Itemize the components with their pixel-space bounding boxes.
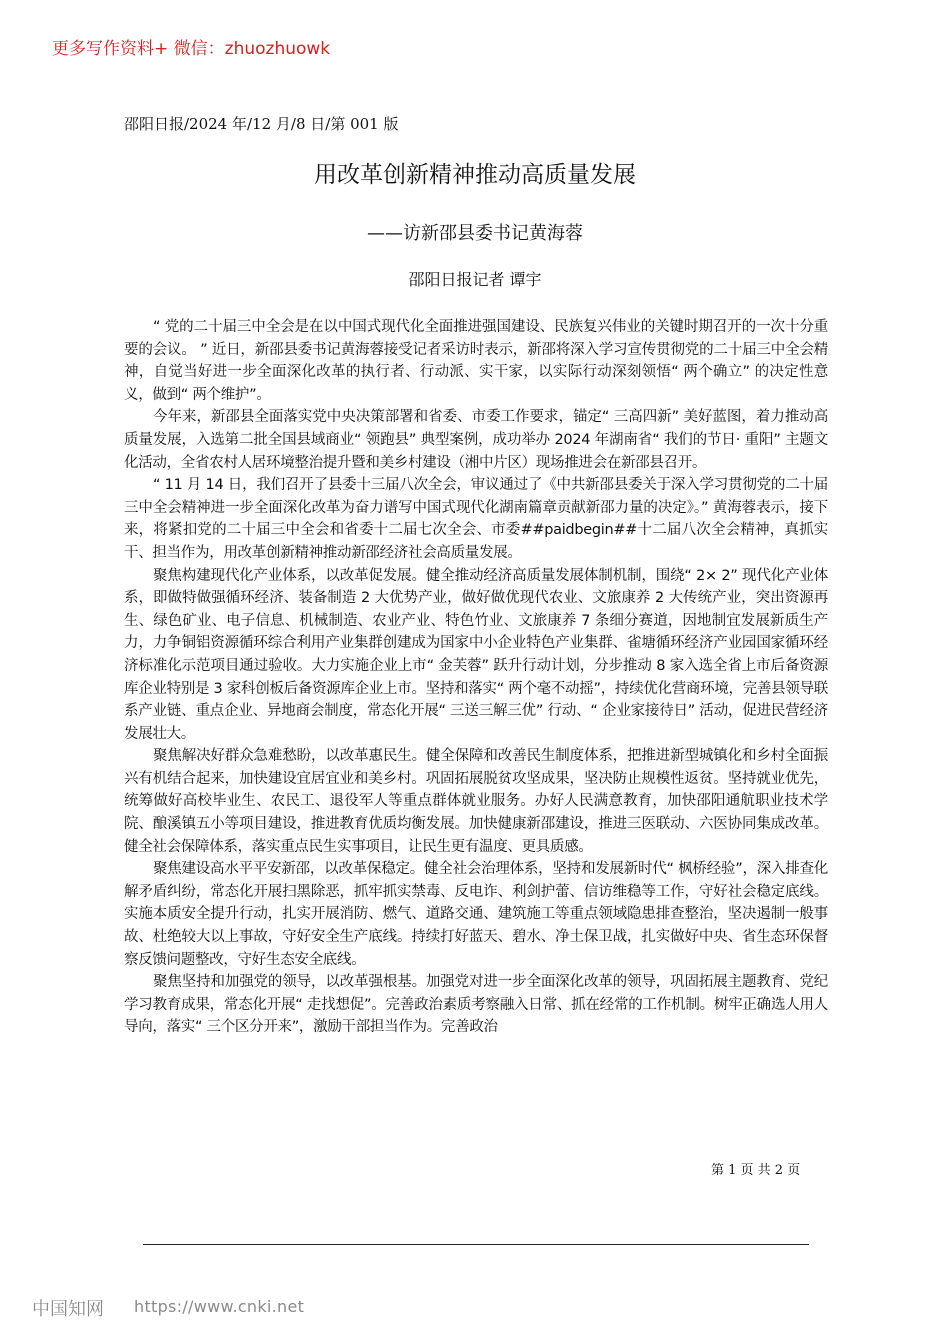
article-subtitle: ——访新邵县委书记黄海蓉 bbox=[367, 223, 583, 244]
paragraph: “ 党的二十届三中全会是在以中国式现代化全面推进强国建设、民族复兴伟业的关键时期召开的一次十分重要的会议。 ” 近日，新邵县委书记黄海蓉接受记者采访时表示，新邵将深入学习宣传贯彻党的二十届三中全会精神，自觉当好进一步全面深化改革的执行者、行动派、实干家，以实际行动深刻领悟“ 两个确立” 的决定性意义，做到“ 两个维护”。 bbox=[124, 319, 828, 403]
promo-banner[interactable]: 更多写作资料+ 微信：zhuozhuowk bbox=[52, 39, 331, 59]
byline: 邵阳日报记者 谭宇 bbox=[408, 270, 542, 289]
page-number: 第 1 页 共 2 页 bbox=[711, 1163, 801, 1178]
cnki-logo[interactable]: 中国知网 bbox=[32, 1299, 104, 1320]
paragraph: “ 11 月 14 日，我们召开了县委十三届八次全会，审议通过了《中共新邵县委关于深入学习贯彻党的二十届三中全会精神进一步全面深化改革为奋力谱写中国式现代化湖南篇章贡献新邵力量的决定》。” 黄海蓉表示，接下来，将紧扣党的二十届三中全会和省委十二届七次全会、市委##paidbegin##十二届八次全会精神，真抓实干、担当作为，用改革创新精神推动新邵经济社会高质量发展。 bbox=[124, 477, 828, 561]
paragraph: 聚焦解决好群众急难愁盼，以改革惠民生。健全保障和改善民生制度体系，把推进新型城镇化和乡村全面振兴有机结合起来，加快建设宜居宜业和美乡村。巩固拓展脱贫攻坚成果，坚决防止规模性返贫。坚持就业优先，统筹做好高校毕业生、农民工、退役军人等重点群体就业服务。办好人民满意教育，加快邵阳通航职业技术学院、酿溪镇五小等项目建设，推进教育优质均衡发展。加快健康新邵建设，推进三医联动、六医协同集成改革。健全社会保障体系，落实重点民生实事项目，让民生更有温度、更具质感。 bbox=[124, 748, 828, 855]
footer-divider bbox=[143, 1244, 809, 1245]
cnki-url[interactable]: https://www.cnki.net bbox=[134, 1297, 305, 1316]
source-line: 邵阳日报/2024 年/12 月/8 日/第 001 版 bbox=[124, 115, 399, 133]
article-body bbox=[124, 316, 828, 1039]
paragraph: 聚焦坚持和加强党的领导，以改革强根基。加强党对进一步全面深化改革的领导，巩固拓展主题教育、党纪学习教育成果，常态化开展“ 走找想促”。完善政治素质考察融入日常、抓在经常的工作机制。树牢正确选人用人导向，落实“ 三个区分开来”，激励干部担当作为。完善政治 bbox=[124, 974, 828, 1036]
paragraph: 聚焦建设高水平平安新邵，以改革保稳定。健全社会治理体系，坚持和发展新时代“ 枫桥经验”，深入排查化解矛盾纠纷，常态化开展扫黑除恶，抓牢抓实禁毒、反电诈、利剑护蕾、信访维稳等工作，守好社会稳定底线。实施本质安全提升行动，扎实开展消防、燃气、道路交通、建筑施工等重点领域隐患排查整治，坚决遏制一般事故、杜绝较大以上事故，守好安全生产底线。持续打好蓝天、碧水、净土保卫战，扎实做好中央、省生态环保督察反馈问题整改，守好生态安全底线。 bbox=[124, 861, 828, 968]
article-title: 用改革创新精神推动高质量发展 bbox=[314, 162, 636, 188]
paragraph: 今年来，新邵县全面落实党中央决策部署和省委、市委工作要求，锚定“ 三高四新” 美好蓝图，着力推动高质量发展，入选第二批全国县域商业“ 领跑县” 典型案例，成功举办 2024 年湖南省“ 我们的节日· 重阳” 主题文化活动，全省农村人居环境整治提升暨和美乡村建设（湘中片区）现场推进会在新邵县召开。 bbox=[124, 409, 828, 471]
paragraph: 聚焦构建现代化产业体系，以改革促发展。健全推动经济高质量发展体制机制，围绕“ 2× 2” 现代化产业体系，即做特做强循环经济、装备制造 2 大优势产业，做好做优现代农业、文旅康养 2 大传统产业，突出资源再生、绿色矿业、电子信息、机械制造、农业产业、特色竹业、文旅康养 7 条细分赛道，因地制宜发展新质生产力，力争铜铝资源循环综合利用产业集群创建成为国家中小企业特色产业集群、雀塘循环经济产业园国家循环经济标准化示范项目通过验收。大力实施企业上市“ 金芙蓉” 跃升行动计划，分步推动 8 家入选全省上市后备资源库企业特别是 3 家科创板后备资源库企业上市。坚持和落实“ 两个毫不动摇”，持续优化营商环境，完善县领导联系产业链、重点企业、异地商会制度，常态化开展“ 三送三解三优” 行动、“ 企业家接待日” 活动，促进民营经济发展壮大。 bbox=[124, 567, 828, 742]
